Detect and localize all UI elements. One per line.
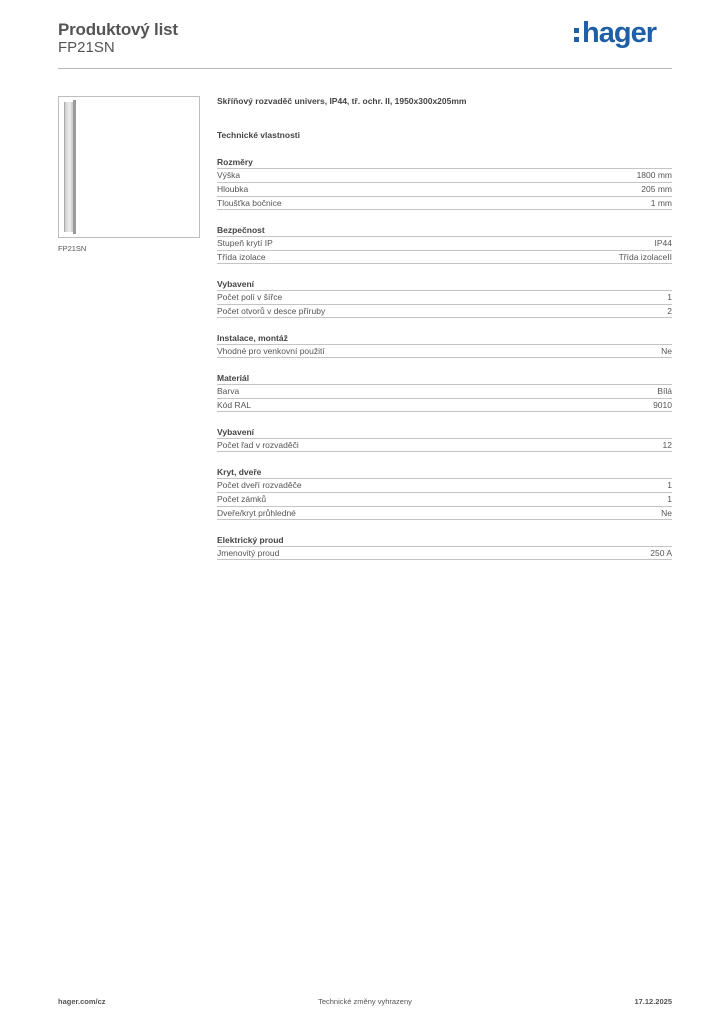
spec-label: Počet dveří rozvaděče: [217, 480, 302, 490]
spec-label: Stupeň krytí IP: [217, 238, 273, 248]
spec-value: 205 mm: [641, 184, 672, 194]
spec-label: Vhodné pro venkovní použití: [217, 346, 325, 356]
spec-label: Barva: [217, 386, 240, 396]
spec-value: Bílá: [657, 386, 672, 396]
spec-row: [217, 196, 672, 210]
spec-value: 12: [662, 440, 672, 450]
footer-notice: Technické změny vyhrazeny: [318, 997, 412, 1006]
spec-row: [217, 438, 672, 452]
document-title: Produktový list: [58, 20, 178, 39]
spec-row: [217, 384, 672, 398]
spec-label: Počet řad v rozvaděči: [217, 440, 299, 450]
spec-value: 1: [667, 480, 672, 490]
footer-website: hager.com/cz: [58, 997, 106, 1006]
spec-section: [217, 279, 672, 318]
spec-value: 1 mm: [650, 198, 672, 208]
spec-value: 9010: [653, 400, 672, 410]
spec-label: Hloubka: [217, 184, 249, 194]
spec-label: Počet otvorů v desce příruby: [217, 306, 326, 316]
spec-value: 250 A: [650, 548, 672, 558]
section-title: Vybavení: [217, 427, 255, 437]
spec-row: [217, 492, 672, 506]
spec-value: 1: [667, 494, 672, 504]
spec-value: Třída izolaceII: [618, 252, 672, 262]
spec-value: IP44: [654, 238, 672, 248]
spec-label: Třída izolace: [217, 252, 266, 262]
spec-label: Počet polí v šířce: [217, 292, 283, 302]
spec-label: Kód RAL: [217, 400, 252, 410]
spec-label: Tloušťka bočnice: [217, 198, 282, 208]
hager-logo: hager: [574, 17, 656, 50]
section-title: Elektrický proud: [217, 535, 284, 545]
spec-section: [217, 333, 672, 358]
product-details: [217, 96, 672, 560]
spec-section: [217, 467, 672, 520]
spec-section: [217, 427, 672, 452]
section-title: Bezpečnost: [217, 225, 265, 235]
spec-row: [217, 168, 672, 182]
product-description: Skříňový rozvaděč univers, IP44, tř. ochr. II, 1950x300x205mm: [217, 96, 467, 106]
section-title: Vybavení: [217, 279, 255, 289]
section-title: Rozměry: [217, 157, 253, 167]
spec-value: Ne: [661, 508, 672, 518]
header-divider: [58, 68, 672, 69]
spec-row: [217, 344, 672, 358]
spec-row: [217, 398, 672, 412]
spec-row: [217, 290, 672, 304]
product-image: [58, 96, 200, 238]
spec-section: [217, 535, 672, 560]
spec-value: 1800 mm: [636, 170, 672, 180]
spec-section: [217, 373, 672, 412]
footer-date: 17.12.2025: [634, 997, 672, 1006]
spec-sections: [217, 157, 672, 560]
spec-value: 2: [667, 306, 672, 316]
spec-section: [217, 225, 672, 264]
spec-row: [217, 546, 672, 560]
spec-value: Ne: [661, 346, 672, 356]
product-code: FP21SN: [58, 39, 115, 56]
section-title: Instalace, montáž: [217, 333, 288, 343]
spec-row: [217, 506, 672, 520]
spec-row: [217, 236, 672, 250]
section-title: Materiál: [217, 373, 250, 383]
logo-dots-icon: [574, 23, 580, 43]
page-header: [58, 17, 672, 70]
spec-label: Jmenovitý proud: [217, 548, 280, 558]
spec-row: [217, 182, 672, 196]
spec-row: [217, 478, 672, 492]
spec-label: Výška: [217, 170, 241, 180]
spec-label: Dveře/kryt průhledné: [217, 508, 296, 518]
spec-label: Počet zámků: [217, 494, 267, 504]
technical-properties-heading: Technické vlastnosti: [217, 130, 300, 140]
section-title: Kryt, dveře: [217, 467, 262, 477]
spec-row: [217, 250, 672, 264]
spec-row: [217, 304, 672, 318]
spec-section: [217, 157, 672, 210]
spec-value: 1: [667, 292, 672, 302]
image-caption: FP21SN: [58, 244, 87, 253]
